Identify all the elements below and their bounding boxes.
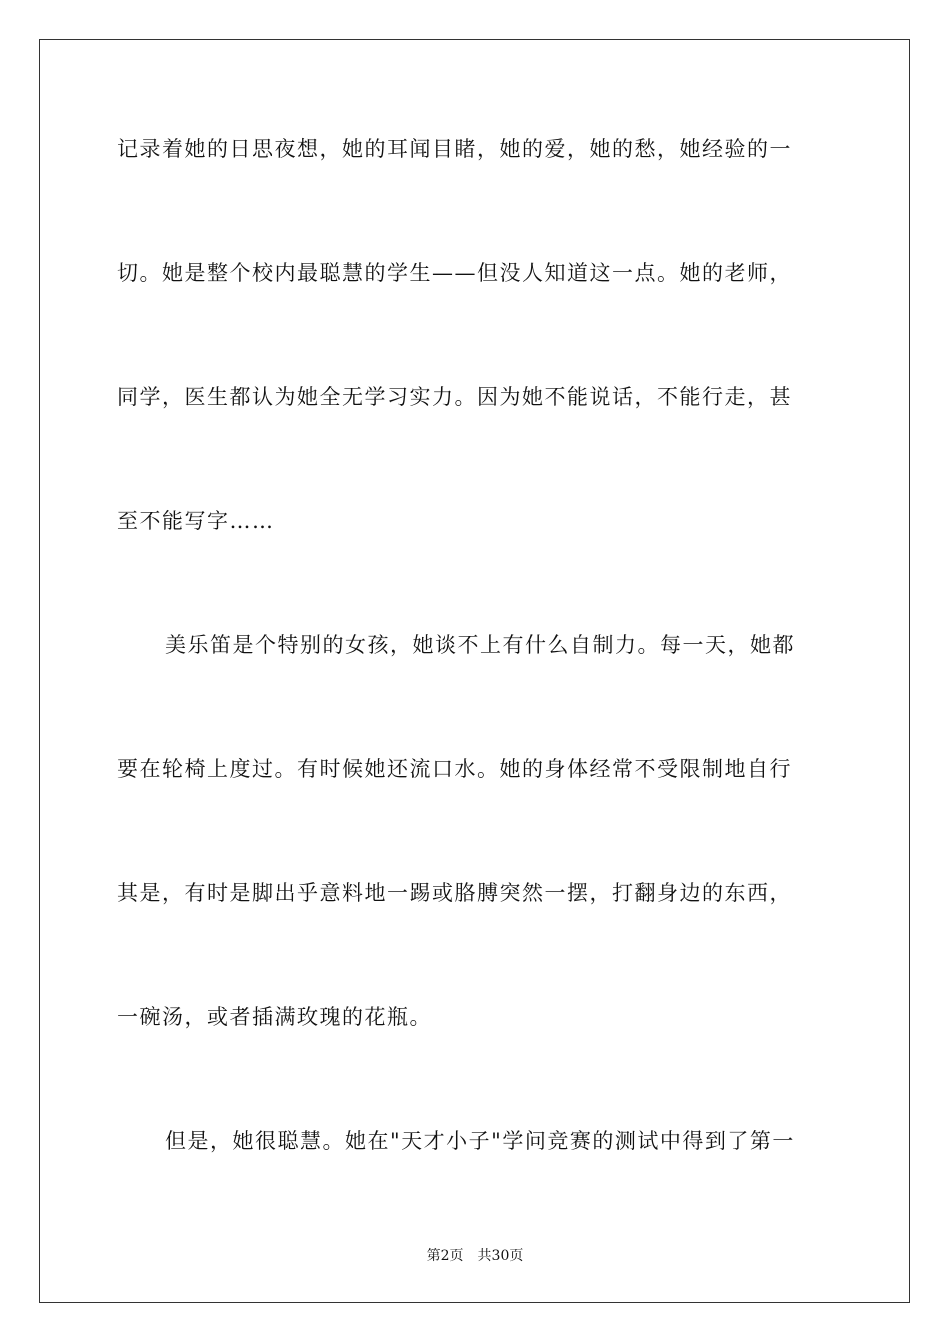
line-gap	[117, 924, 833, 986]
text-line: 要在轮椅上度过。有时候她还流口水。她的身体经常不受限制地自行	[117, 757, 792, 781]
text-line: 切。她是整个校内最聪慧的学生——但没人知道这一点。她的老师，	[117, 261, 792, 285]
text-line: 其是，有时是脚出乎意料地一踢或胳膊突然一摆，打翻身边的东西，	[117, 881, 792, 905]
text-line: 美乐笛是个特别的女孩，她谈不上有什么自制力。每一天，她都	[165, 633, 795, 657]
line-gap	[117, 180, 833, 242]
page-footer	[0, 1246, 950, 1266]
text-line: 一碗汤，或者插满玫瑰的花瓶。	[117, 1005, 432, 1029]
line-gap	[117, 304, 833, 366]
line-gap	[117, 800, 833, 862]
document-body	[117, 118, 833, 1172]
text-line: 记录着她的日思夜想，她的耳闻目睹，她的爱，她的愁，她经验的一	[117, 137, 792, 161]
text-line: 至不能写字……	[117, 509, 275, 533]
line-gap	[117, 552, 833, 614]
line-gap	[117, 676, 833, 738]
text-line: 但是，她很聪慧。她在"天才小子"学问竞赛的测试中得到了第一	[165, 1129, 795, 1153]
text-line: 同学，医生都认为她全无学习实力。因为她不能说话，不能行走，甚	[117, 385, 792, 409]
line-gap	[117, 1048, 833, 1110]
page-number: 第2页	[426, 1248, 464, 1264]
line-gap	[117, 428, 833, 490]
total-pages: 共30页	[477, 1248, 524, 1264]
